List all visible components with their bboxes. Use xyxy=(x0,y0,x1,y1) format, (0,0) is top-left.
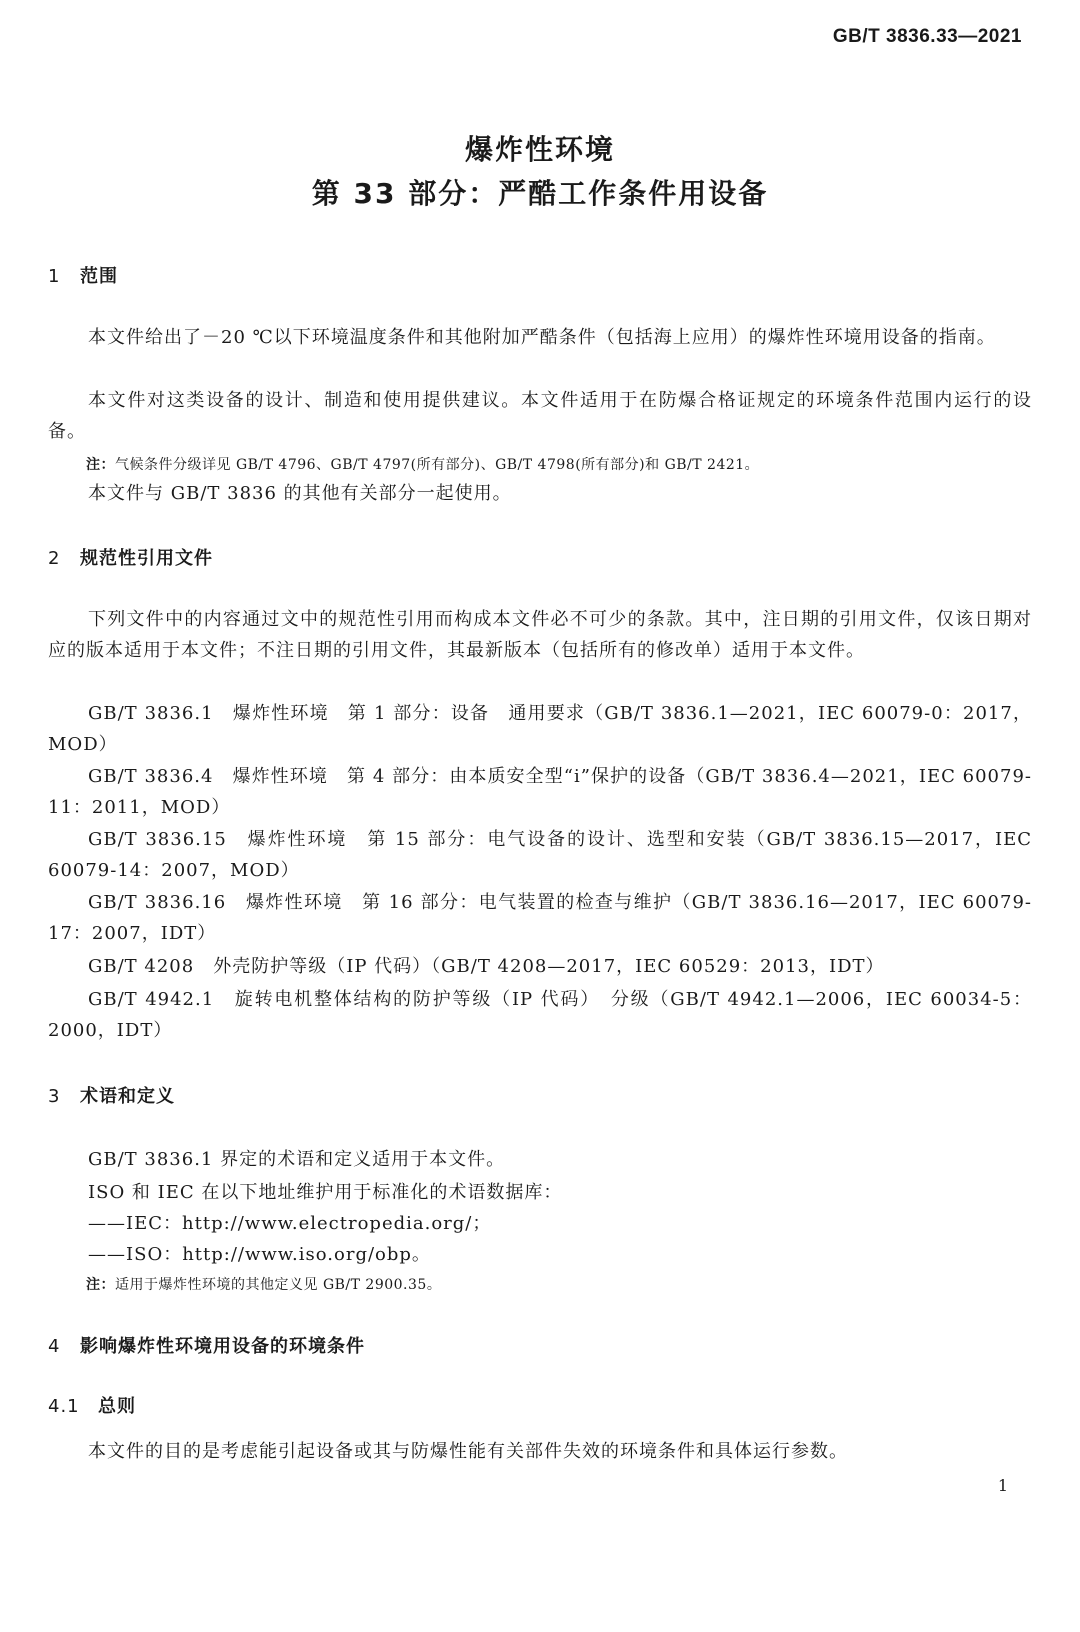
subsection-title: 总则 xyxy=(98,1396,136,1417)
section-2-paragraph-1: 下列文件中的内容通过文中的规范性引用而构成本文件必不可少的条款。其中，注日期的引用文件，仅该日期对应的版本适用于本文件；不注日期的引用文件，其最新版本（包括所有的修改单）适用于本文件。 xyxy=(48,609,1032,661)
section-2-heading xyxy=(48,544,213,570)
section-title: 术语和定义 xyxy=(80,1086,175,1107)
note-label: 注： xyxy=(86,1277,115,1293)
section-number: 4 xyxy=(48,1336,61,1357)
section-3-note xyxy=(86,1274,441,1294)
subsection-number: 4.1 xyxy=(48,1396,80,1417)
section-3-paragraph-2: ISO 和 IEC 在以下地址维护用于标准化的术语数据库： xyxy=(88,1182,563,1203)
normative-reference: GB/T 4942.1 旋转电机整体结构的防护等级（IP 代码） 分级（GB/T 4942.1—2006，IEC 60034-5：2000，IDT） xyxy=(48,989,1032,1041)
section-4-1-paragraph-1: 本文件的目的是考虑能引起设备或其与防爆性能有关部件失效的环境条件和具体运行参数。 xyxy=(88,1441,848,1462)
normative-reference: GB/T 3836.16 爆炸性环境 第 16 部分：电气装置的检查与维护（GB/T 3836.16—2017，IEC 60079-17：2007，IDT） xyxy=(48,892,1032,944)
section-title: 范围 xyxy=(80,266,118,287)
normative-reference: GB/T 4208 外壳防护等级（IP 代码）（GB/T 4208—2017，IEC 60529：2013，IDT） xyxy=(88,956,885,977)
normative-reference: GB/T 3836.15 爆炸性环境 第 15 部分：电气设备的设计、选型和安装（GB/T 3836.15—2017，IEC 60079-14：2007，MOD） xyxy=(48,829,1032,881)
section-number: 2 xyxy=(48,548,61,569)
section-1-paragraph-2: 本文件对这类设备的设计、制造和使用提供建议。本文件适用于在防爆合格证规定的环境条件范围内运行的设备。 xyxy=(48,390,1032,442)
normative-reference: GB/T 3836.4 爆炸性环境 第 4 部分：由本质安全型“i”保护的设备（GB/T 3836.4—2021，IEC 60079-11：2011，MOD） xyxy=(48,766,1032,818)
section-3-heading xyxy=(48,1082,175,1108)
document-title: 爆炸性环境 xyxy=(464,133,615,166)
standard-number: GB/T 3836.33—2021 xyxy=(832,26,1022,47)
normative-reference: GB/T 3836.1 爆炸性环境 第 1 部分：设备 通用要求（GB/T 3836.1—2021，IEC 60079-0：2017，MOD） xyxy=(48,703,1032,755)
page-number: 1 xyxy=(997,1476,1008,1495)
section-4-heading xyxy=(48,1332,365,1358)
section-number: 1 xyxy=(48,266,61,287)
section-1-heading xyxy=(48,262,118,288)
section-1-note xyxy=(86,454,759,474)
section-1-paragraph-3: 本文件与 GB/T 3836 的其他有关部分一起使用。 xyxy=(88,483,512,504)
section-1-paragraph-1: 本文件给出了－20 ℃以下环境温度条件和其他附加严酷条件（包括海上应用）的爆炸性环境用设备的指南。 xyxy=(88,327,996,348)
document-subtitle: 第 33 部分：严酷工作条件用设备 xyxy=(311,177,769,210)
subsection-4-1-heading xyxy=(48,1392,136,1418)
section-3-list-item-iso: ——ISO：http://www.iso.org/obp。 xyxy=(88,1244,431,1265)
section-3-list-item-iec: ——IEC：http://www.electropedia.org/； xyxy=(88,1213,492,1234)
section-title: 影响爆炸性环境用设备的环境条件 xyxy=(80,1336,365,1357)
note-text: 气候条件分级详见 GB/T 4796、GB/T 4797(所有部分)、GB/T 4798(所有部分)和 GB/T 2421。 xyxy=(115,457,760,473)
note-label: 注： xyxy=(86,457,115,473)
note-text: 适用于爆炸性环境的其他定义见 GB/T 2900.35。 xyxy=(115,1277,442,1293)
section-3-paragraph-1: GB/T 3836.1 界定的术语和定义适用于本文件。 xyxy=(88,1149,506,1170)
section-title: 规范性引用文件 xyxy=(80,548,213,569)
section-number: 3 xyxy=(48,1086,61,1107)
